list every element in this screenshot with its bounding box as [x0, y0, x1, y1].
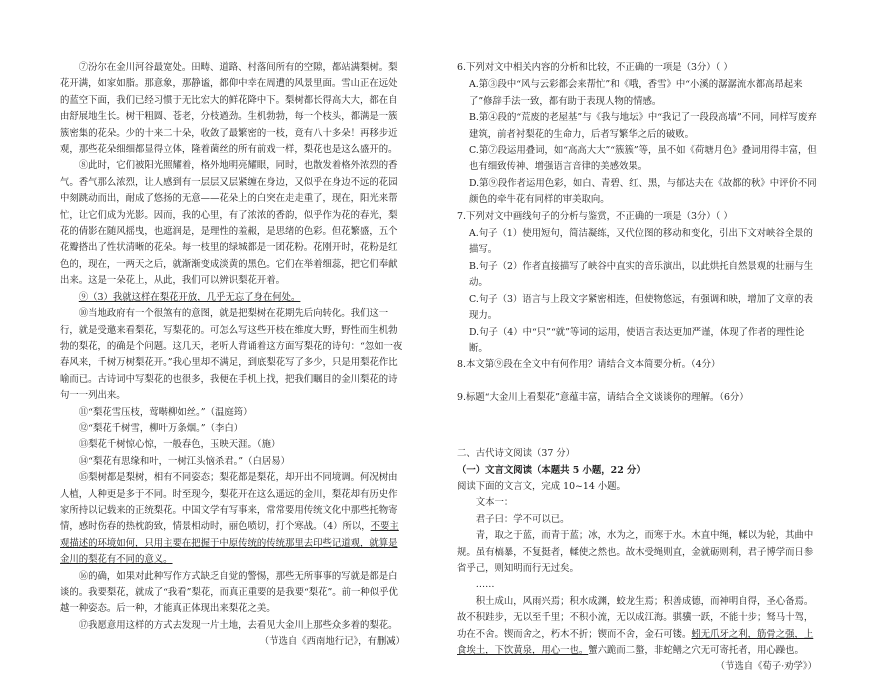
- quote-12: ⑫“梨花千树雪，柳叶万条烟。”（李白）: [78, 422, 244, 434]
- text1-source: （节选自《荀子·劝学》）: [715, 661, 817, 673]
- subsection-heading: （一）文言文阅读（本题共 5 小题，22 分）: [457, 464, 646, 476]
- paragraph-15-underlined: 不要主观描述的环境如何，只用主要在把握于中原传统的传统那里去印些记道观，就算是金川的梨花有不同的意义。: [60, 521, 399, 566]
- question-7-option-c: C.句子（3）语言与上段文字紧密相连，但使物悠远，有强调和映，增加了文章的表现力。: [469, 293, 813, 322]
- question-7-option-a: A.句子（1）使用短句，简洁凝练，又代位图的移动和变化，引出下文对峡谷全景的描写。: [469, 228, 813, 256]
- quote-14: ⑭“梨花有思缘和叶，一树江头恼杀君。”（白居易）: [78, 455, 290, 467]
- text1-label: 文本一：: [475, 497, 514, 509]
- question-7-option-d: D.句子（4）中“只”“就”等词的运用，使语言表达更加严谨，体现了作者的理性论断。: [469, 326, 805, 354]
- text1-line-3-main: 积土成山，风雨兴焉；积水成渊，蛟龙生焉；积善成德，而神明自得，圣心备焉。故不积跬步，无以至千里；不积小流，无以成江海。骐骥一跃，不能十步；驽马十驾，功在不舍。锲而舍之，朽木不折；锲而不舍，金石可镂。: [457, 595, 814, 640]
- reading-instruction: 阅读下面的文言文，完成 10~14 小题。: [457, 480, 626, 492]
- right-column: [457, 60, 817, 673]
- section-heading: 二、古代诗文阅读（37 分）: [457, 448, 576, 460]
- question-9: 9.标题“大金川上看梨花”意蕴丰富，请结合全文谈谈你的理解。（6分）: [457, 391, 749, 403]
- paragraph-15: [60, 470, 405, 568]
- answer-space-8: [457, 374, 817, 390]
- paragraph-16: ⑯的确，如果对此种写作方式缺乏自觉的警惕，那些无所事事的写就是都是白谈的。我要梨花，就成了“我看”梨花，而真正重要的是我要“梨花”。前一种似乎优越一种姿态。后一种，才能真正体现出来梨花之美。: [60, 570, 398, 615]
- question-6-option-a: A.第③段中“风与云彩都会来帮忙”和《哦，香雪》中“小溪的潺潺流水都高昂起来了”修辞手法一致，都有助于表现人物的情感。: [469, 79, 803, 107]
- paragraph-9-underlined: ⑨（3）我就这样在梨花开放，几乎无忘了身在何处。: [78, 291, 301, 303]
- paragraph-15-a: ⑮梨树都是梨树，相有不同姿态；梨花都是梨花，却开出不同境调。何况树由人植，人种更是多于不同。: [60, 472, 398, 500]
- source-note: （节选自《西南地行记》，有删减）: [259, 636, 405, 648]
- left-column: [60, 60, 405, 648]
- text1-tail: 蟹六跪而二螯，非蛇鳝之穴无可寄托者，用心躁也。: [588, 645, 804, 656]
- text1-ellipsis: ……: [475, 579, 495, 591]
- question-6-stem: 6.下列对文中相关内容的分析和比较，不正确的一项是（3分）（ ）: [457, 62, 733, 73]
- text1-line-1: 君子曰：学不可以已。: [475, 513, 570, 525]
- text1-underlined-sentence: 蚓无爪牙之利，筋骨之强，上食埃土，下饮黄泉，用心一也。: [457, 628, 814, 656]
- question-8: 8.本文第⑨段在全文中有何作用？请结合文本简要分析。（4分）: [457, 359, 721, 371]
- quote-11: ⑪“梨花雪压枝，莺啭柳如丝。”（温庭筠）: [78, 406, 253, 418]
- question-6-option-d: D.第⑨段作者运用色彩，如白、青碧、红、黑，与郁达夫在《故都的秋》中评价不同颜色的牵牛花有同样的审美取向。: [469, 177, 817, 206]
- paragraph-15-b: 时至现今，梨花开在这么遥远的金川，梨花却有历史作家所持以记载来的正统梨花。中国文学有写事来，常常要用传统文化中那些托物寄情，感时伤春的热枕韵致，情景相动时，丽色喷切，打个寒战。（4）所以，: [60, 488, 398, 533]
- paragraph-10: ⑩当地政府有一个很煞有的意图，就是把梨树在花期先后向转化。我们这一行，就是受邀来看梨花，写梨花的。可怎么写这些开枝在维度大野，野性而生机勃勃的梨花，的确是个问题。这几天，老听人背诵着这方面写梨花的诗句：“忽如一夜春风来，千树万树梨花开。”我心里却不满足，到底梨花写了多少，只是用梨花作比喻而已。古诗词中写梨花的也很多，我便在手机上找，把我们瞩目的金川梨花的诗句一一列出来。: [60, 308, 403, 402]
- question-7-option-b: B.句子（2）作者直接描写了峡谷中直实的音乐演出，以此烘托自然景观的壮丽与生动。: [469, 260, 813, 289]
- text1-line-2: 青，取之于蓝，而青于蓝；冰，水为之，而寒于水。木直中绳，輮以为轮，其曲中规。虽有槁暴，不复挺者，輮使之然也。故木受绳则直，金就砺则利，君子博学而日参省乎己，则知明而行无过矣。: [457, 530, 814, 574]
- paragraph-17: ⑰我愿意用这样的方式去发现一片土地，去看见大金川上那些众多着的梨花。: [78, 619, 398, 631]
- question-6-option-b: B.第④段的“荒废的老屋基”与《我与地坛》中“我记了一段段高墙”不同，同样写废弃建筑，前者衬梨花的生命力，后者写繁华之后的破败。: [469, 112, 817, 140]
- quote-13: ⑬梨花千树惊心惊，一般春色，玉映天涯。（施）: [78, 439, 281, 451]
- question-6-option-c: C.第⑦段运用叠词，如“高高大大”“簇簇”等，虽不如《荷塘月色》叠词用得丰富，但也有细致传神、增强语言音律的美感效果。: [469, 145, 817, 173]
- text1-line-3: [457, 594, 817, 660]
- question-7-stem: 7.下列对文中画线句子的分析与鉴赏，不正确的一项是（3分）（ ）: [457, 210, 733, 222]
- paragraph-7: ⑦汾尔在金川河谷最宽处。田畴、道路、村落间所有的空隙，都站满梨树。梨花开满，如家如脂。那意象，那静谧，都仰中幸在周遭的风景里面。雪山正在远处的蓝空下面，我们已经习惯于无比宏大的鲜花降中下。梨树都长得高大大，都在自由舒展地生长。树干粗圆、苍老，分枝遒劲。生机勃勃，每一个枝头，都满是一簇簇密集的花朵。少的十来二十朵，收敛了最繁密的一枝，竟有八十多朵！再移步近观，那些花朵细细都显得立体，隆着菌丝的所有前戏一样，梨花也是这么盛开的。: [60, 62, 398, 156]
- paragraph-8: ⑧此时，它们被阳光照耀着，格外地明亮耀眼，同时，也散发着格外浓烈的香气。香气那么浓烈，让人感到有一层层又层紧缠在身边，又似乎在身边不远的花园中刻跳动而出，耐成了悠扬的无意——花朵上的白突在走走重了，现在，阳光来帮忙，让它们成为光影。因而，我的心里，有了浓浓的香韵，似乎作为花的春光，梨花的倩影在随风摇曳，也遮润是，是理性的羞赧，是思绪的色彩。但花繁盛，五个花瓣搭出了性状清晰的花朵。每一枝里的绿城都是一团花粉。花刚开时，花粉是红色的，现在，一两天之后，就渐渐变成淡黄的黑色。它们在举着细蕊，把它们奉献出来。这是一朵花上，从此，我们可以辨识梨花开着。: [60, 160, 398, 287]
